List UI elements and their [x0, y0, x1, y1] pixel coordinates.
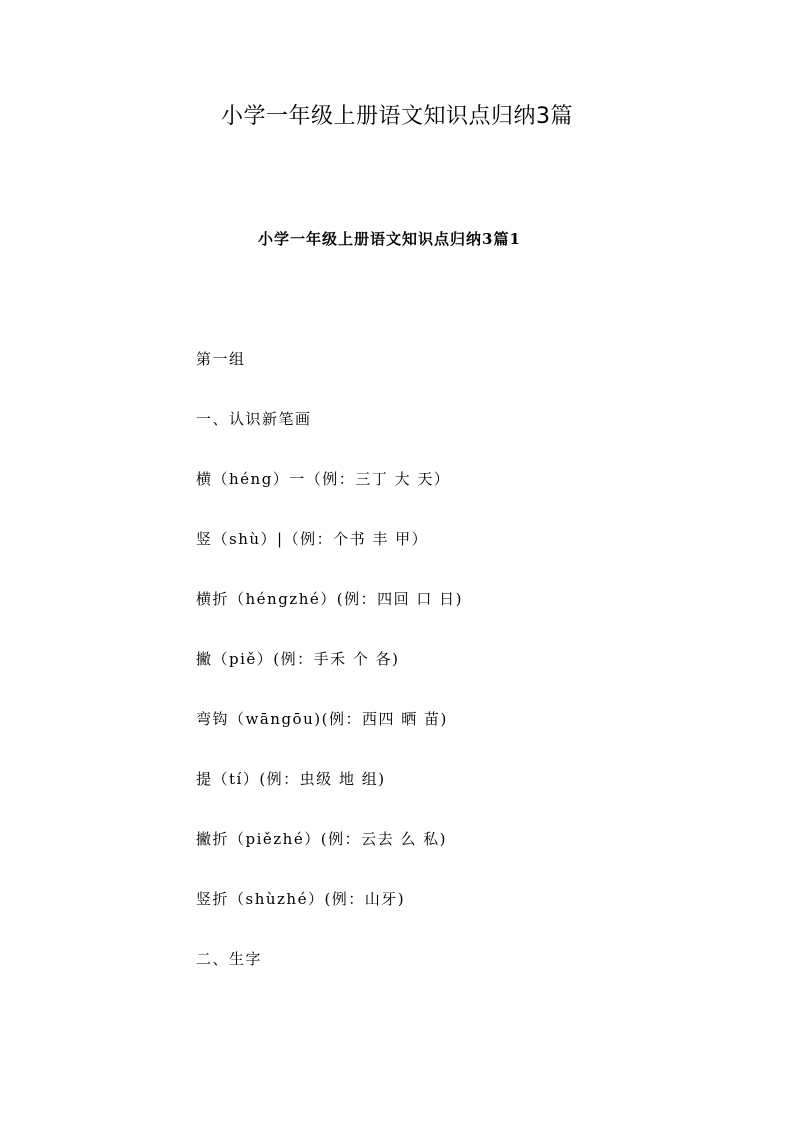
subsection-heading-characters: 二、生字	[196, 950, 263, 968]
stroke-item-wangou: 弯钩（wāngōu)(例：西四 晒 苗)	[196, 710, 448, 728]
stroke-item-pie: 撇（piě）(例：手禾 个 各)	[196, 650, 400, 668]
document-title: 小学一年级上册语文知识点归纳3篇	[221, 104, 573, 129]
group-heading: 第一组	[196, 350, 246, 368]
stroke-item-ti: 提（tí）(例：虫级 地 组)	[196, 770, 386, 788]
stroke-item-shuzhe: 竖折（shùzhé）(例：山牙)	[196, 890, 406, 908]
stroke-item-heng: 横（héng）一（例：三丁 大 天）	[196, 470, 451, 488]
subsection-heading-strokes: 一、认识新笔画	[196, 410, 312, 428]
section-title: 小学一年级上册语文知识点归纳3篇1	[258, 230, 521, 248]
stroke-item-shu: 竖（shù）|（例：个书 丰 甲）	[196, 530, 429, 548]
stroke-item-piezhe: 撇折（piězhé）(例：云去 么 私)	[196, 830, 447, 848]
stroke-item-hengzhe: 横折（héngzhé）(例：四回 口 日)	[196, 590, 463, 608]
